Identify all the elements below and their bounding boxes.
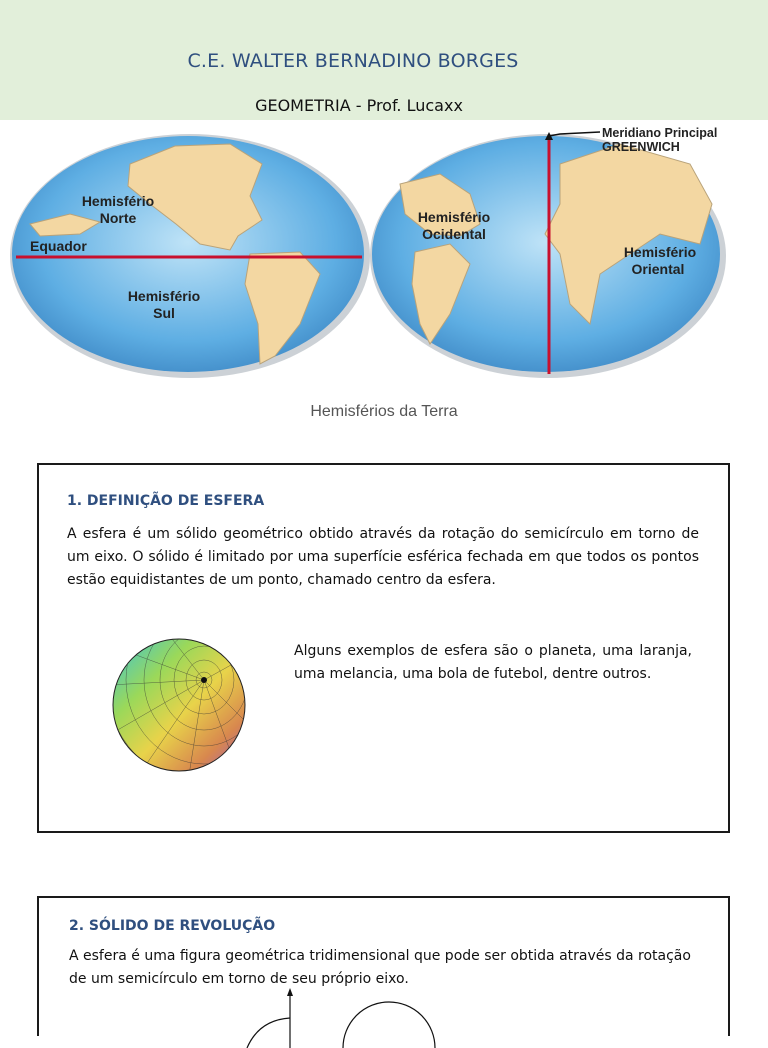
subject-title: GEOMETRIA - Prof. Lucaxx bbox=[255, 96, 463, 115]
page-header bbox=[0, 0, 768, 120]
section1-examples: Alguns exemplos de esfera são o planeta, uma laranja, uma melancia, uma bola de futebol, dentre outros. bbox=[294, 643, 692, 682]
globe-east-west bbox=[370, 126, 726, 378]
revolution-diagram bbox=[239, 988, 459, 1048]
label-greenwich: GREENWICH bbox=[602, 140, 680, 154]
hemispheres-figure bbox=[0, 124, 768, 424]
figure-caption: Hemisférios da Terra bbox=[310, 403, 458, 420]
label-equator: Equador bbox=[30, 238, 87, 254]
label-prime-meridian: Meridiano Principal bbox=[602, 126, 718, 140]
label-hemisphere-north: Hemisfério bbox=[81, 193, 155, 209]
section2-title: 2. SÓLIDO DE REVOLUÇÃO bbox=[69, 918, 276, 934]
label-hemisphere-south: Hemisfério bbox=[127, 288, 201, 304]
label-hemisphere-west-2: Ocidental bbox=[422, 226, 486, 242]
section-sphere-definition bbox=[37, 463, 730, 833]
label-hemisphere-west: Hemisfério bbox=[417, 209, 491, 225]
section1-text: A esfera é um sólido geométrico obtido através da rotação do semicírculo em torno de um eixo. O sólido é limitado por uma superfície esférica fechada em que todos os pontos estão equidistantes de um ponto, chamado centro da esfera. bbox=[67, 526, 699, 588]
label-hemisphere-east: Hemisfério bbox=[623, 244, 697, 260]
globe-north-south bbox=[10, 134, 370, 378]
section1-title: 1. DEFINIÇÃO DE ESFERA bbox=[67, 493, 265, 509]
label-hemisphere-south-2: Sul bbox=[153, 305, 175, 321]
school-name: C.E. WALTER BERNADINO BORGES bbox=[187, 50, 519, 72]
sphere-illustration bbox=[109, 635, 249, 775]
section2-text: A esfera é uma figura geométrica tridimensional que pode ser obtida através da rotação de um semicírculo em torno de seu próprio eixo. bbox=[69, 948, 691, 987]
label-hemisphere-east-2: Oriental bbox=[631, 261, 685, 277]
label-hemisphere-north-2: Norte bbox=[99, 210, 137, 226]
section-solid-of-revolution bbox=[37, 896, 730, 1036]
